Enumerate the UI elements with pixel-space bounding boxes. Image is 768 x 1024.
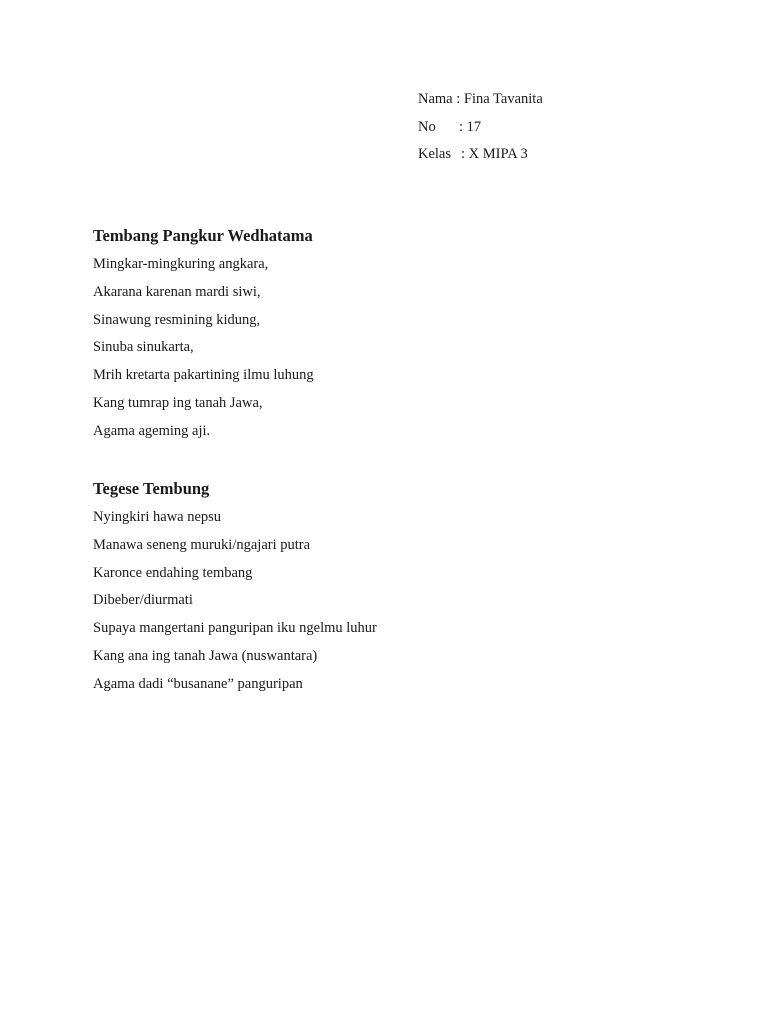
meaning-line: Dibeber/diurmati (93, 592, 193, 609)
poem-title: Tembang Pangkur Wedhatama (93, 226, 313, 245)
meaning-line: Supaya mangertani panguripan iku ngelmu luhur (93, 620, 377, 637)
meaning-title: Tegese Tembung (93, 479, 210, 498)
poem-section (93, 224, 314, 446)
poem-line: Akarana karenan mardi siwi, (93, 283, 261, 300)
meaning-line: Kang ana ing tanah Jawa (nuswantara) (93, 647, 318, 664)
class-label: Kelas (418, 146, 452, 162)
meaning-section (93, 477, 377, 699)
student-info (418, 86, 543, 169)
meaning-line: Karonce endahing tembang (93, 564, 253, 581)
class-value: : X MIPA 3 (461, 146, 528, 162)
poem-line: Mrih kretarta pakartining ilmu luhung (93, 367, 314, 384)
number-label: No (418, 118, 436, 135)
poem-line: Sinawung resmining kidung, (93, 311, 261, 328)
meaning-line: Agama dadi “busanane” panguripan (93, 675, 303, 692)
meaning-line: Manawa seneng muruki/ngajari putra (93, 536, 311, 553)
poem-line: Agama ageming aji. (93, 422, 211, 439)
name-row (418, 86, 543, 114)
poem-line: Sinuba sinukarta, (93, 339, 194, 356)
meaning-line: Nyingkiri hawa nepsu (93, 509, 222, 525)
class-row (418, 141, 543, 169)
number-row (418, 114, 543, 142)
name-label: Nama (418, 91, 453, 107)
name-value: : Fina Tavanita (456, 91, 543, 107)
poem-line: Kang tumrap ing tanah Jawa, (93, 394, 263, 411)
number-value: : 17 (459, 118, 482, 135)
poem-line: Mingkar-mingkuring angkara, (93, 256, 269, 272)
